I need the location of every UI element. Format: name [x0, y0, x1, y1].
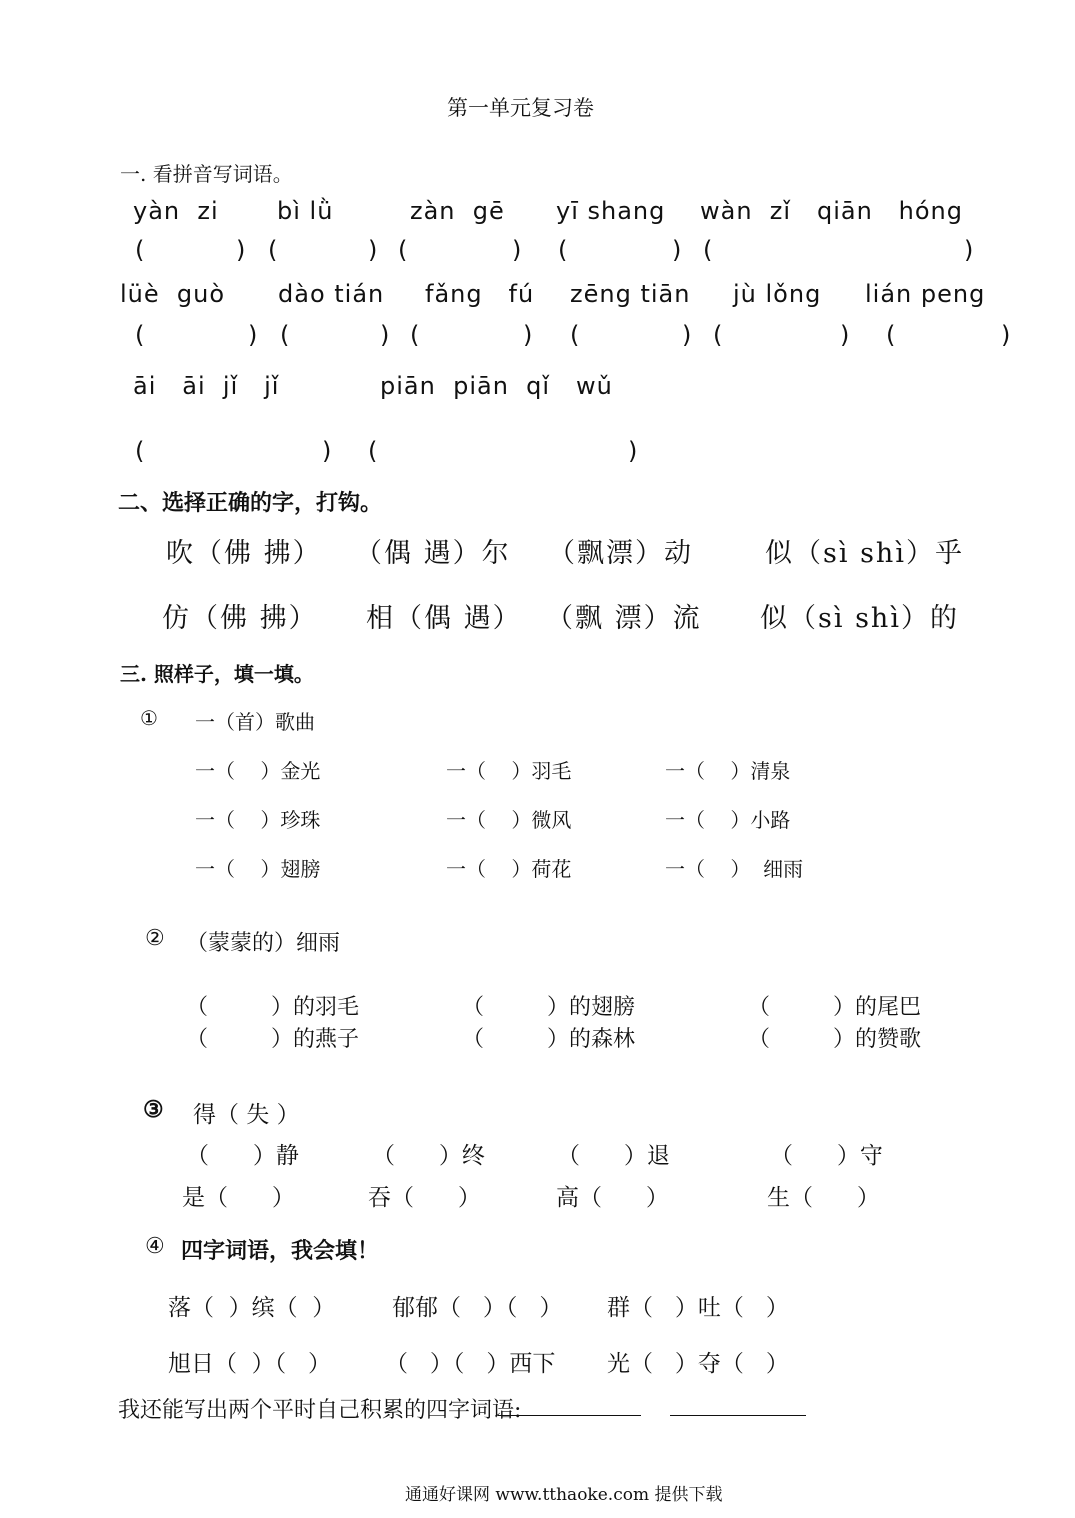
measure-item: 一（ ）荷花	[446, 857, 572, 881]
answer-open-2-3: (	[410, 321, 420, 349]
part-4-heading: 四字词语，我会填！	[181, 1238, 380, 1264]
answer-open-2-5: (	[713, 321, 723, 349]
idiom-item: 落（ ）缤（ ）	[168, 1295, 336, 1321]
measure-item: 一（ ）小路	[665, 808, 791, 832]
answer-open-1-4: (	[558, 236, 568, 264]
part-2-marker: ②	[145, 926, 165, 951]
describe-item: （ ）的燕子	[186, 1027, 359, 1052]
answer-open-1-5: (	[703, 236, 713, 264]
pinyin-2-1: lüè guò	[120, 280, 226, 308]
pinyin-2-5: jù lǒng	[733, 280, 822, 308]
answer-line-2[interactable]	[670, 1415, 806, 1416]
choice-2-2: 相（偶 遇）	[366, 603, 522, 634]
choice-2-4: 似（sì shì）的	[760, 603, 959, 634]
part-3-example: 得（ 失 ）	[193, 1102, 300, 1128]
answer-open-2-2: (	[280, 321, 290, 349]
pinyin-2-6: lián peng	[865, 280, 986, 308]
answer-line-1[interactable]	[498, 1415, 641, 1416]
answer-open-1-2: (	[268, 236, 278, 264]
measure-item: 一（ ）金光	[195, 759, 321, 783]
measure-item: 一（ ） 细雨	[665, 857, 804, 881]
part-2-example: （蒙蒙的）细雨	[186, 931, 341, 956]
part-3-marker: ③	[143, 1096, 164, 1123]
answer-open-1-1: (	[135, 236, 145, 264]
choice-2-3: （飘 漂）流	[546, 603, 702, 634]
antonym-item: 吞（ ）	[368, 1185, 481, 1211]
antonym-item: （ ）静	[186, 1143, 299, 1169]
answer-close-2-6: )	[1001, 321, 1011, 349]
pinyin-1-2: bì lǜ	[277, 197, 334, 225]
measure-item: 一（ ）微风	[446, 808, 572, 832]
answer-close-2-2: )	[380, 321, 390, 349]
idiom-item: 旭日（ ）（ ）	[168, 1351, 332, 1377]
answer-open-2-1: (	[135, 321, 145, 349]
measure-item: 一（ ）清泉	[665, 759, 791, 783]
choice-2-1: 仿（佛 拂）	[162, 603, 318, 634]
accumulate-prompt: 我还能写出两个平时自己积累的四字词语:	[118, 1398, 522, 1423]
answer-close-1-2: )	[368, 236, 378, 264]
answer-open-1-3: (	[398, 236, 408, 264]
antonym-item: （ ）守	[770, 1143, 883, 1169]
section-2-heading: 二、选择正确的字，打钩。	[118, 490, 383, 516]
answer-close-3-2: )	[628, 437, 638, 465]
answer-open-3-1: (	[135, 437, 145, 465]
antonym-item: 高（ ）	[556, 1185, 669, 1211]
pinyin-3-1: āi āi jǐ jǐ	[133, 372, 280, 400]
footer-credit: 通通好课网 www.tthaoke.com 提供下载	[405, 1485, 723, 1505]
answer-close-1-5: )	[964, 236, 974, 264]
answer-close-3-1: )	[322, 437, 332, 465]
answer-close-2-5: )	[840, 321, 850, 349]
idiom-item: 群（ ）吐（ ）	[607, 1295, 789, 1321]
antonym-item: （ ）终	[372, 1143, 485, 1169]
pinyin-2-2: dào tián	[278, 280, 385, 308]
pinyin-1-4: yī shang	[556, 197, 666, 225]
section-3-heading: 三. 照样子，填一填。	[120, 662, 314, 686]
pinyin-3-2: piān piān qǐ wǔ	[380, 372, 613, 400]
describe-item: （ ）的森林	[462, 1027, 635, 1052]
answer-close-2-1: )	[248, 321, 258, 349]
antonym-item: 是（ ）	[182, 1185, 295, 1211]
section-1-heading: 一. 看拼音写词语。	[120, 162, 293, 186]
answer-open-2-4: (	[570, 321, 580, 349]
answer-close-1-4: )	[672, 236, 682, 264]
choice-1-4: 似（sì shì）乎	[765, 538, 964, 569]
answer-close-2-3: )	[523, 321, 533, 349]
choice-1-2: （偶 遇）尔	[355, 538, 511, 569]
pinyin-2-3: fǎng fú	[425, 280, 535, 308]
answer-open-2-6: (	[886, 321, 896, 349]
part-1-example: 一（首）歌曲	[195, 710, 315, 734]
answer-close-1-1: )	[236, 236, 246, 264]
part-1-marker: ①	[140, 706, 158, 730]
page-title: 第一单元复习卷	[447, 96, 594, 120]
answer-open-3-2: (	[368, 437, 378, 465]
idiom-item: 郁郁（ ）（ ）	[392, 1295, 563, 1321]
pinyin-2-4: zēng tiān	[570, 280, 691, 308]
pinyin-1-5: wàn zǐ qiān hóng	[700, 197, 964, 225]
measure-item: 一（ ）羽毛	[446, 759, 572, 783]
pinyin-1-3: zàn gē	[410, 197, 505, 225]
measure-item: 一（ ）珍珠	[195, 808, 321, 832]
answer-close-1-3: )	[512, 236, 522, 264]
idiom-item: 光（ ）夺（ ）	[607, 1351, 789, 1377]
idiom-item: （ ）（ ）西下	[385, 1351, 556, 1377]
describe-item: （ ）的羽毛	[186, 995, 359, 1020]
part-4-marker: ④	[145, 1234, 165, 1259]
choice-1-3: （飘漂）动	[548, 538, 693, 569]
describe-item: （ ）的尾巴	[748, 995, 921, 1020]
describe-item: （ ）的翅膀	[462, 995, 635, 1020]
choice-1-1: 吹（佛 拂）	[166, 538, 322, 569]
antonym-item: 生（ ）	[767, 1185, 880, 1211]
describe-item: （ ）的赞歌	[748, 1027, 921, 1052]
measure-item: 一（ ）翅膀	[195, 857, 321, 881]
answer-close-2-4: )	[682, 321, 692, 349]
antonym-item: （ ）退	[557, 1143, 670, 1169]
pinyin-1-1: yàn zi	[133, 197, 219, 225]
